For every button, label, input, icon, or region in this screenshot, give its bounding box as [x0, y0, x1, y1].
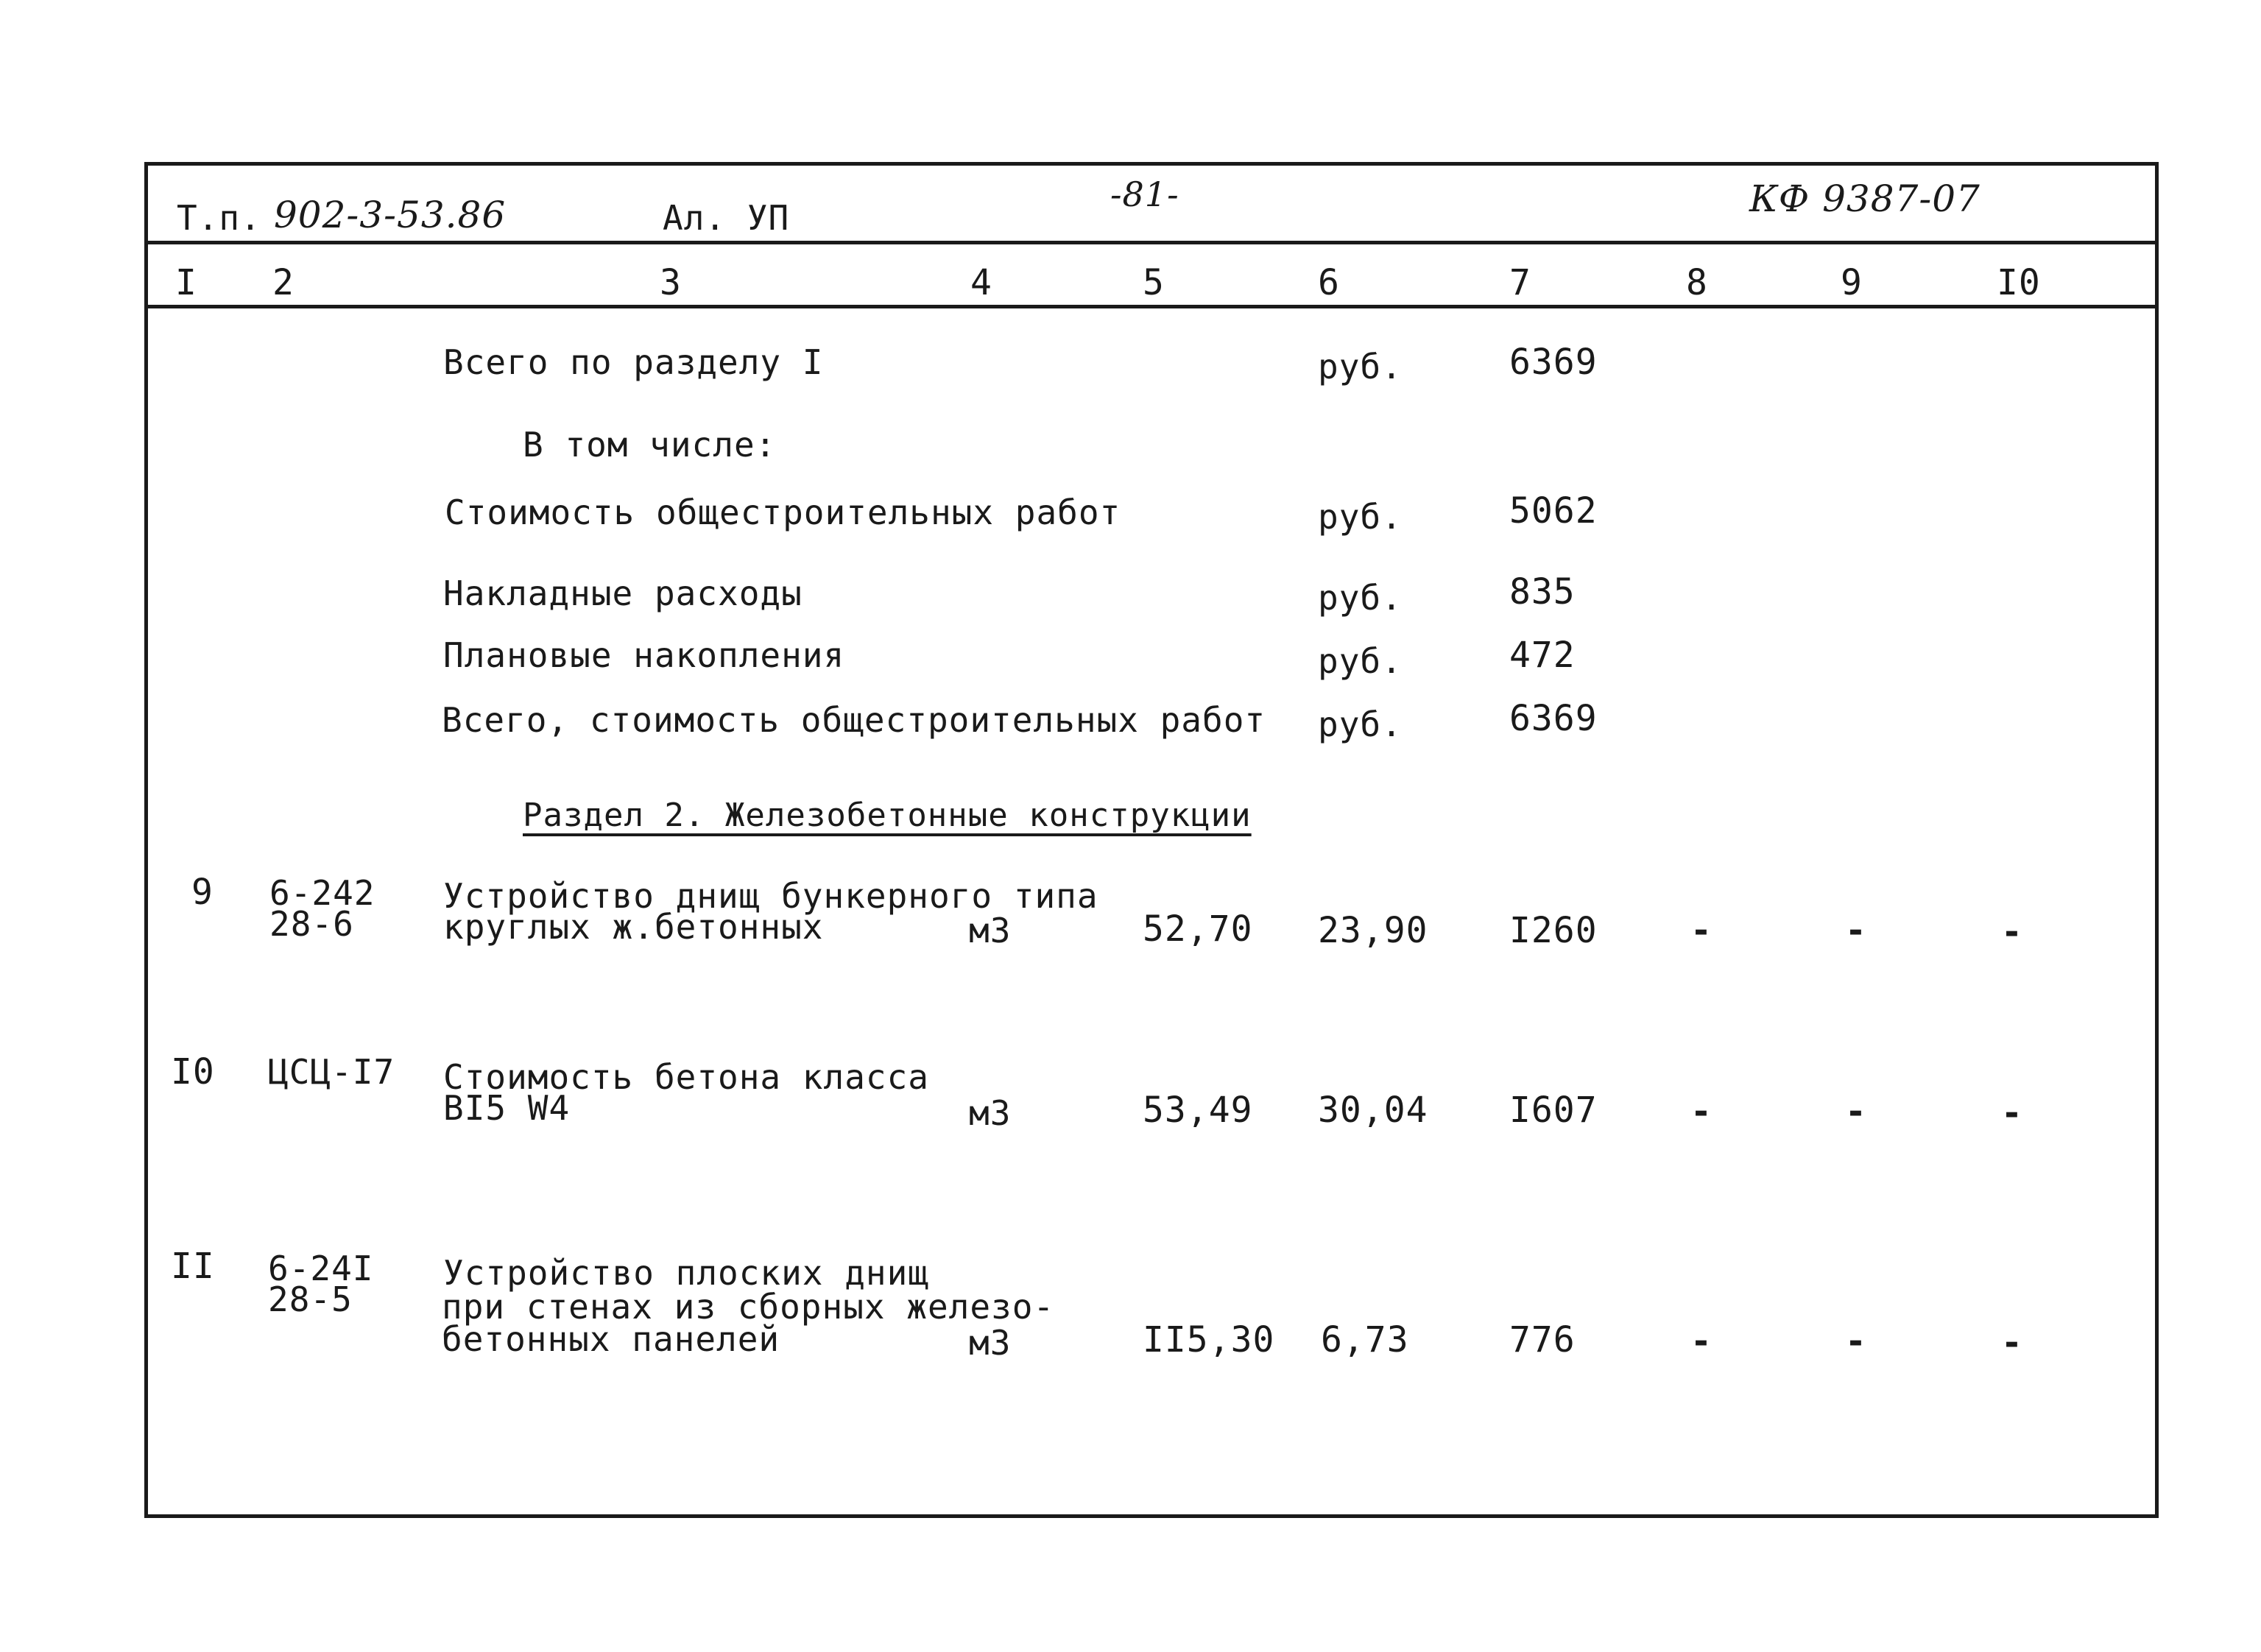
summary-line-value: 6369 — [1509, 698, 1598, 739]
row-description: Устройство плоских днищ — [443, 1253, 929, 1293]
row-quantity: 53,49 — [1143, 1090, 1253, 1131]
row-col10: - — [2001, 911, 2023, 953]
column-number-10: I0 — [1997, 262, 2041, 303]
including-label: В том числе: — [523, 425, 777, 465]
summary-line-value: 472 — [1509, 635, 1576, 676]
row-number: I0 — [171, 1051, 215, 1092]
header-divider — [144, 241, 2159, 244]
row-unit: м3 — [969, 1323, 1012, 1363]
row-unit: м3 — [969, 911, 1012, 950]
row-col9: - — [1845, 1321, 1867, 1362]
summary-line-label: Стоимость общестроительных работ — [445, 493, 1121, 532]
column-header-divider — [144, 305, 2159, 308]
page-number: -81- — [1110, 174, 1179, 214]
row-col9: - — [1845, 910, 1867, 951]
column-number-7: 7 — [1509, 262, 1531, 303]
document-code: КФ 9387-07 — [1749, 177, 1980, 220]
column-number-5: 5 — [1143, 262, 1165, 303]
column-number-8: 8 — [1686, 262, 1708, 303]
row-quantity: 52,70 — [1143, 908, 1253, 950]
row-col10: - — [2001, 1092, 2023, 1134]
row-col8: - — [1690, 1091, 1712, 1132]
row-number: 9 — [191, 872, 214, 913]
summary-line-unit: руб. — [1318, 641, 1403, 681]
row-code: 6-24I — [268, 1249, 374, 1288]
project-number: 902-3-53.86 — [274, 194, 507, 236]
column-number-9: 9 — [1841, 262, 1863, 303]
row-unit-price: 6,73 — [1321, 1319, 1409, 1360]
row-total: I260 — [1509, 910, 1598, 951]
row-unit-price: 23,90 — [1318, 910, 1428, 951]
row-col8: - — [1690, 910, 1712, 951]
row-description: Стоимость бетона класса — [443, 1057, 929, 1097]
summary-line-label: Плановые накопления — [443, 635, 845, 675]
row-code: 28-5 — [268, 1279, 353, 1319]
row-description: бетонных панелей — [442, 1319, 780, 1359]
row-quantity: II5,30 — [1143, 1319, 1275, 1360]
section-2-title: Раздел 2. Железобетонные конструкции — [523, 797, 1252, 834]
row-code: 28-6 — [269, 904, 354, 944]
column-number-6: 6 — [1318, 262, 1340, 303]
row-description: круглых ж.бетонных — [443, 907, 824, 947]
column-number-3: 3 — [660, 262, 682, 303]
row-col10: - — [2001, 1322, 2023, 1363]
row-total: I607 — [1509, 1090, 1598, 1131]
row-description: BI5 W4 — [443, 1088, 571, 1128]
row-unit: м3 — [969, 1093, 1012, 1133]
summary-line-unit: руб. — [1318, 578, 1403, 618]
total-section-1-label: Всего по разделу I — [443, 342, 824, 382]
summary-line-value: 835 — [1509, 571, 1576, 613]
project-prefix: Т.п. — [177, 198, 261, 238]
row-code: ЦСЦ-I7 — [268, 1052, 395, 1092]
row-number: II — [171, 1246, 215, 1287]
row-total: 776 — [1509, 1319, 1576, 1360]
column-number-2: 2 — [272, 262, 294, 303]
column-number-4: 4 — [970, 262, 992, 303]
summary-line-label: Накладные расходы — [443, 573, 803, 613]
total-section-1-unit: руб. — [1318, 347, 1403, 386]
total-section-1-value: 6369 — [1509, 342, 1598, 383]
summary-line-unit: руб. — [1318, 497, 1403, 537]
summary-line-unit: руб. — [1318, 705, 1403, 744]
row-code: 6-242 — [269, 873, 375, 913]
row-col9: - — [1845, 1091, 1867, 1132]
album-label: Ал. УП — [663, 198, 790, 238]
row-col8: - — [1690, 1321, 1712, 1362]
row-description: Устройство днищ бункерного типа — [443, 876, 1098, 916]
row-description: при стенах из сборных железо- — [442, 1287, 1055, 1327]
summary-line-value: 5062 — [1509, 490, 1598, 532]
column-number-1: I — [175, 262, 197, 303]
row-unit-price: 30,04 — [1318, 1090, 1428, 1131]
summary-line-label: Всего, стоимость общестроительных работ — [442, 700, 1266, 740]
